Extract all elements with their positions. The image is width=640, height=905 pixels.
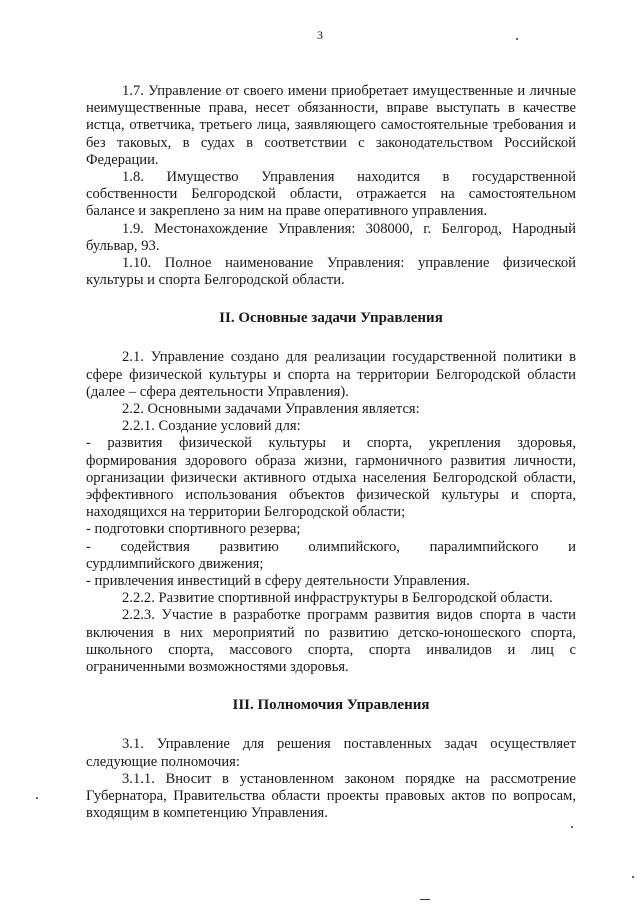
- list-item-development: - развития физической культуры и спорта, укрепления здоровья, формирования здорового образа жизни, гармоничного развития личности, организации физически активного отдыха населения Белгородской области, эффективного использования объектов физической культуры и спорта, находящихся на территории Белгородской области;: [86, 435, 576, 521]
- paragraph-1-8-rest: собственности Белгородской области, отражается на самостоятельном балансе и закреплено за ним на праве оперативного управления.: [86, 186, 576, 220]
- section-heading-3: III. Полномочия Управления: [232, 697, 430, 714]
- paragraph-1-8-first-line: [86, 169, 576, 186]
- paragraph-2-2-3: 2.2.3. Участие в разработке программ развития видов спорта в части включения в них мероприятий по развитию детско-юношеского спорта, школьного спорта, массового спорта, спорта инвалидов и лиц с ограниченными возможностями здоровья.: [86, 607, 576, 676]
- word: -: [86, 538, 91, 555]
- word: содействия: [120, 538, 190, 555]
- word: находится: [357, 169, 420, 186]
- word: государственной: [471, 169, 576, 186]
- word: 1.8.: [122, 169, 144, 186]
- list-item-olympic: [86, 539, 576, 573]
- section-heading-2: II. Основные задачи Управления: [219, 310, 443, 327]
- list-item-olympic-first-line: [86, 539, 576, 556]
- scan-speck: [571, 826, 573, 828]
- paragraph-3-1: 3.1. Управление для решения поставленных задач осуществляет следующие полномочия:: [86, 736, 576, 770]
- word: паралимпийского: [429, 538, 539, 555]
- paragraph-1-10: 1.10. Полное наименование Управления: управление физической культуры и спорта Белгородской области.: [86, 255, 576, 289]
- list-item-olympic-rest: сурдлимпийского движения;: [86, 555, 264, 572]
- page-number: 3: [317, 28, 323, 42]
- scan-speck: [632, 876, 634, 878]
- paragraph-2-1: 2.1. Управление создано для реализации государственной политики в сфере физической культуры и спорта на территории Белгородской области (далее – сфера деятельности Управления).: [86, 349, 576, 400]
- list-item-investments: - привлечения инвестиций в сферу деятельности Управления.: [86, 573, 470, 590]
- scan-speck: [420, 899, 430, 900]
- document-body: [86, 83, 576, 822]
- paragraph-2-2: 2.2. Основными задачами Управления является:: [122, 401, 420, 418]
- word: Управления: [261, 169, 335, 186]
- paragraph-1-8: [86, 169, 576, 221]
- scan-speck: [36, 797, 38, 799]
- word: в: [442, 169, 450, 186]
- word: олимпийского,: [308, 538, 400, 555]
- paragraph-1-9: 1.9. Местонахождение Управления: 308000, г. Белгород, Народный бульвар, 93.: [86, 220, 576, 254]
- list-item-reserve: - подготовки спортивного резерва;: [86, 521, 301, 538]
- word: Имущество: [166, 169, 239, 186]
- paragraph-1-7: 1.7. Управление от своего имени приобретает имущественные и личные неимущественные права, несет обязанности, вправе выступать в качестве истца, ответчика, третьего лица, заявляющего самостоятельные требования и без таковых, в судах в соответствии с законодательством Российской Федерации.: [86, 83, 576, 168]
- paragraph-3-1-1: 3.1.1. Вносит в установленном законом порядке на рассмотрение Губернатора, Правительства области проекты правовых актов по вопросам, входящим в компетенцию Управления.: [86, 770, 576, 822]
- scan-speck: [516, 38, 518, 40]
- word: развитию: [219, 538, 279, 555]
- word: и: [568, 538, 576, 555]
- paragraph-2-2-1: 2.2.1. Создание условий для:: [122, 418, 301, 435]
- paragraph-2-2-2: 2.2.2. Развитие спортивной инфраструктуры в Белгородской области.: [122, 590, 553, 607]
